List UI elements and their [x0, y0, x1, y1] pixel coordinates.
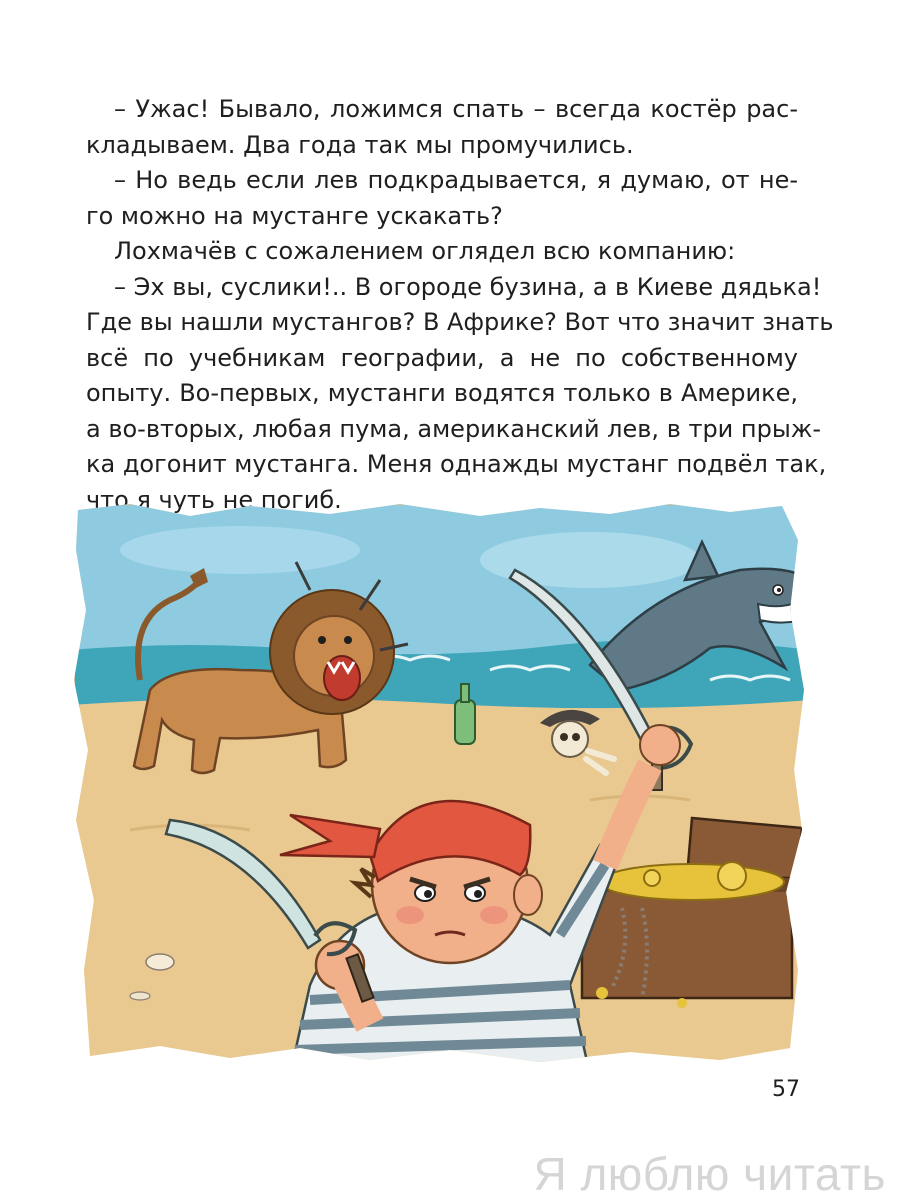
pirate-beach-illustration	[70, 500, 810, 1065]
paragraph-1	[86, 92, 798, 163]
text-line: – Ужас! Бывало, ложимся спать – всегда костёр рас-	[114, 95, 798, 123]
text-line: всё по учебникам географии, а не по собственному	[86, 343, 798, 372]
paragraph-4	[86, 270, 834, 519]
text-line: го можно на мустанге ускакать?	[86, 201, 503, 230]
text-line: Где вы нашли мустангов? В Африке? Вот что значит знать	[86, 308, 834, 336]
shell	[146, 954, 174, 970]
page-number: 57	[772, 1077, 800, 1102]
text-line: что я чуть не погиб.	[86, 485, 342, 514]
paragraph-3	[86, 234, 798, 270]
coin	[130, 992, 150, 1000]
text-line: опыту. Во-первых, мустанги водятся только в Америке,	[86, 379, 798, 407]
text-line: кладываем. Два года так мы промучились.	[86, 130, 634, 159]
text-line: – Но ведь если лев подкрадывается, я думаю, от не-	[114, 166, 798, 194]
text-line: Лохмачёв с сожалением оглядел всю компанию:	[114, 237, 736, 265]
text-line: ка догонит мустанга. Меня однажды мустанг подвёл так,	[86, 450, 827, 478]
paragraph-2	[86, 163, 798, 234]
text-line: а во-вторых, любая пума, американский лев, в три прыж-	[86, 414, 822, 443]
text-line: – Эх вы, суслики!.. В огороде бузина, а в Киеве дядька!	[114, 272, 822, 301]
story-text	[86, 92, 834, 518]
watermark: Я люблю читать	[533, 1148, 886, 1200]
